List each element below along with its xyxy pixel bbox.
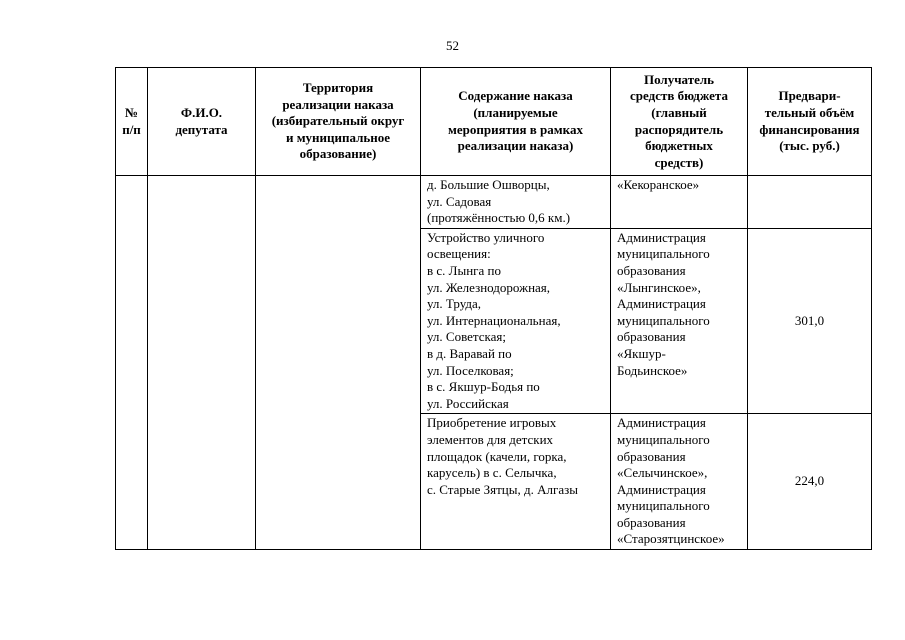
amount-cell: 301,0 — [748, 228, 872, 414]
table-row — [116, 176, 872, 229]
header-recipient: Получатель средств бюджета (главный распорядитель бюджетных средств) — [611, 68, 748, 176]
header-num: № п/п — [116, 68, 148, 176]
recipient-cell: Администрация муниципального образования «Селычинское», Администрация муниципального образования «Старозятцинское» — [611, 414, 748, 550]
content-cell: Устройство уличного освещения: в с. Лынга по ул. Железнодорожная, ул. Труда, ул. Интернациональная, ул. Советская; в д. Варавай по ул. Поселковая; в с. Якшур-Бодья по ул. Российская — [421, 228, 611, 414]
amount-cell — [748, 176, 872, 229]
content-cell: д. Большие Ошворцы, ул. Садовая (протяжённостью 0,6 км.) — [421, 176, 611, 229]
page-number: 52 — [446, 38, 459, 53]
amount-cell: 224,0 — [748, 414, 872, 550]
recipient-cell: Администрация муниципального образования «Лынгинское», Администрация муниципального образования «Якшур- Бодьинское» — [611, 228, 748, 414]
fio-cell — [148, 176, 256, 550]
budget-table — [115, 67, 872, 550]
header-row — [116, 68, 872, 176]
header-fio: Ф.И.О. депутата — [148, 68, 256, 176]
territory-cell — [256, 176, 421, 550]
header-territory: Территория реализации наказа (избирательный округ и муниципальное образование) — [256, 68, 421, 176]
content-cell: Приобретение игровых элементов для детских площадок (качели, горка, карусель) в с. Селычка, с. Старые Зятцы, д. Алгазы — [421, 414, 611, 550]
num-cell — [116, 176, 148, 550]
header-amount: Предвари- тельный объём финансирования (тыс. руб.) — [748, 68, 872, 176]
header-content: Содержание наказа (планируемые мероприятия в рамках реализации наказа) — [421, 68, 611, 176]
recipient-cell: «Кекоранское» — [611, 176, 748, 229]
